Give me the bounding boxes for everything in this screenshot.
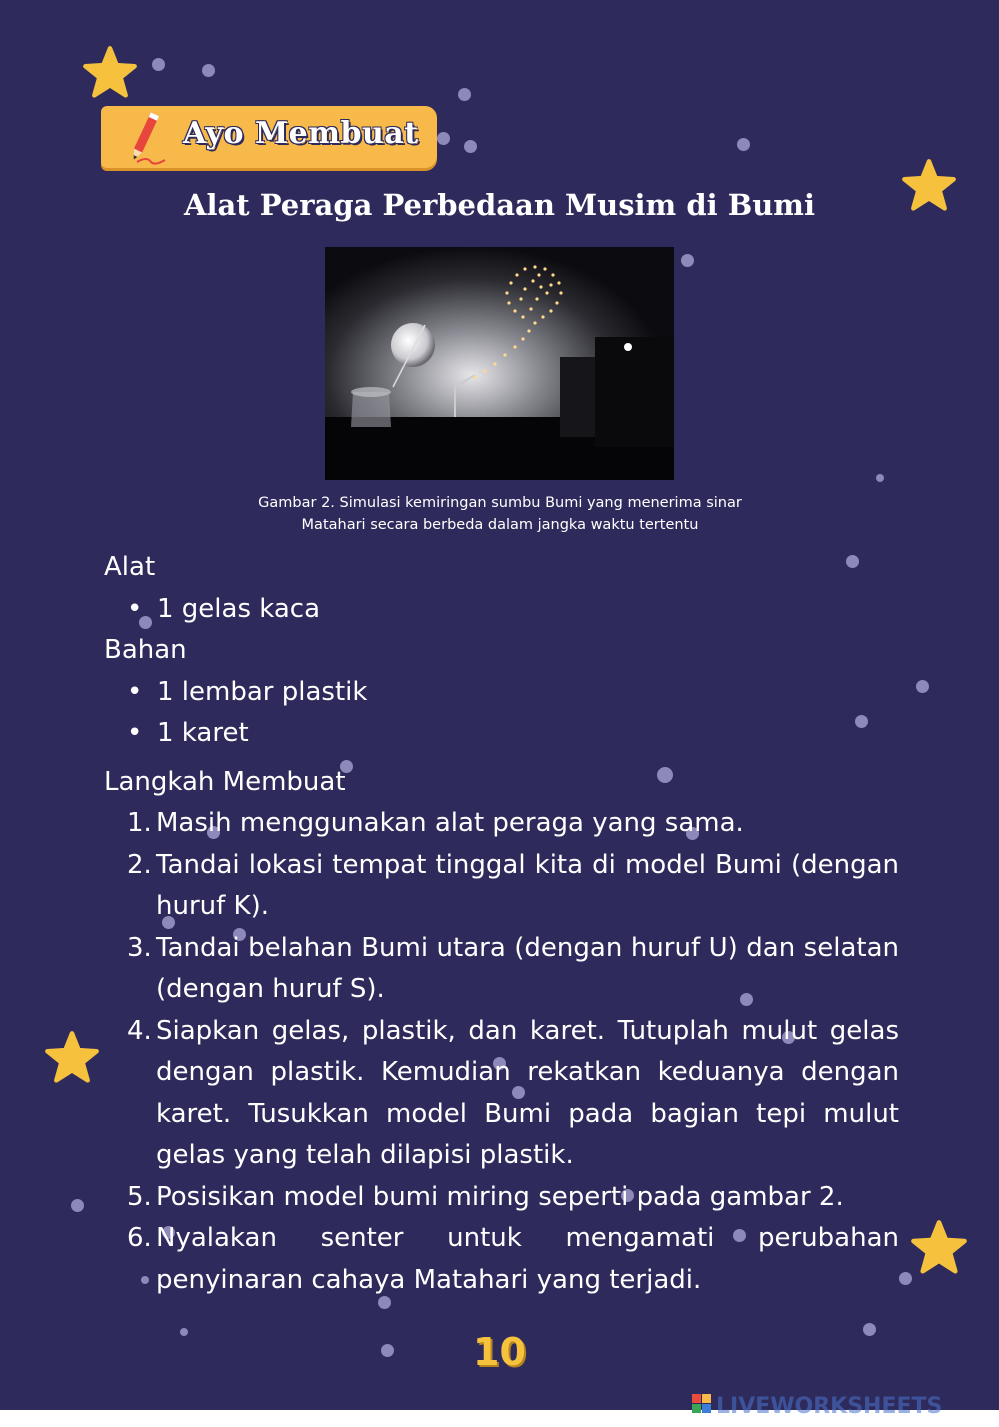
decor-dot: [846, 555, 859, 568]
step-number: 4.: [127, 1015, 152, 1046]
decor-dot: [681, 254, 694, 267]
steps-list: [127, 803, 899, 1301]
step-number: 5.: [127, 1181, 152, 1212]
liveworksheets-logo[interactable]: [692, 1392, 992, 1418]
figure-photo: [325, 247, 674, 480]
bullet-icon: •: [127, 594, 143, 624]
decor-dot: [71, 1199, 84, 1212]
step-item: [127, 928, 899, 1011]
step-item: [127, 1011, 899, 1177]
decor-dot: [876, 474, 884, 482]
decor-dot: [464, 140, 477, 153]
alat-item-label: 1 gelas kaca: [157, 594, 321, 624]
star-icon: [44, 1030, 100, 1086]
langkah-heading: Langkah Membuat: [104, 767, 346, 797]
step-text: Tandai belahan Bumi utara (dengan huruf U) dan selatan (dengan huruf S).: [156, 932, 899, 1004]
step-item: [127, 1177, 899, 1219]
caption-line-2: Matahari secara berbeda dalam jangka waktu tertentu: [301, 517, 699, 533]
step-text: Siapkan gelas, plastik, dan karet. Tutuplah mulut gelas dengan plastik. Kemudian rekatkan keduanya dengan karet. Tusukkan model Bumi pada bagian tepi mulut gelas yang telah dilapisi plastik.: [156, 1015, 899, 1170]
bahan-item-label: 1 lembar plastik: [157, 677, 368, 707]
pencil-icon: [119, 110, 169, 168]
step-item: [127, 845, 899, 928]
step-text: Masih menggunakan alat peraga yang sama.: [156, 808, 744, 838]
decor-dot: [202, 64, 215, 77]
page-title: Alat Peraga Perbedaan Musim di Bumi: [183, 188, 816, 222]
list-item: [127, 675, 367, 709]
step-text: Nyalakan senter untuk mengamati perubahan penyinaran cahaya Matahari yang terjadi.: [156, 1223, 899, 1295]
figure-caption: [200, 492, 800, 536]
section-banner: [101, 106, 437, 168]
step-number: 3.: [127, 932, 152, 963]
bullet-icon: •: [127, 677, 143, 707]
step-item: [127, 1218, 899, 1301]
decor-dot: [458, 88, 471, 101]
decor-dot: [855, 715, 868, 728]
caption-line-1: Gambar 2. Simulasi kemiringan sumbu Bumi yang menerima sinar: [258, 495, 742, 511]
banner-label: Ayo Membuat: [183, 116, 419, 151]
decor-dot: [657, 767, 673, 783]
step-text: Posisikan model bumi miring seperti pada gambar 2.: [156, 1181, 844, 1212]
step-text: Tandai lokasi tempat tinggal kita di model Bumi (dengan huruf K).: [156, 849, 899, 921]
alat-heading: Alat: [104, 552, 156, 582]
step-number: 1.: [127, 808, 152, 838]
decor-dot: [916, 680, 929, 693]
step-number: 2.: [127, 849, 152, 880]
decor-dot: [437, 132, 450, 145]
star-icon: [82, 45, 138, 101]
page-number: 10: [473, 1330, 526, 1374]
bullet-icon: •: [127, 718, 143, 748]
decor-dot: [152, 58, 165, 71]
list-item: [127, 592, 320, 626]
star-icon: [910, 1219, 968, 1277]
decor-dot: [737, 138, 750, 151]
step-item: [127, 803, 899, 845]
svg-text:LIVEWORKSHEETS: LIVEWORKSHEETS: [716, 1394, 943, 1418]
step-number: 6.: [127, 1223, 152, 1253]
bahan-heading: Bahan: [104, 635, 187, 665]
figure-photo-image: [325, 247, 674, 480]
list-item: [127, 716, 249, 750]
bahan-item-label: 1 karet: [157, 718, 249, 748]
